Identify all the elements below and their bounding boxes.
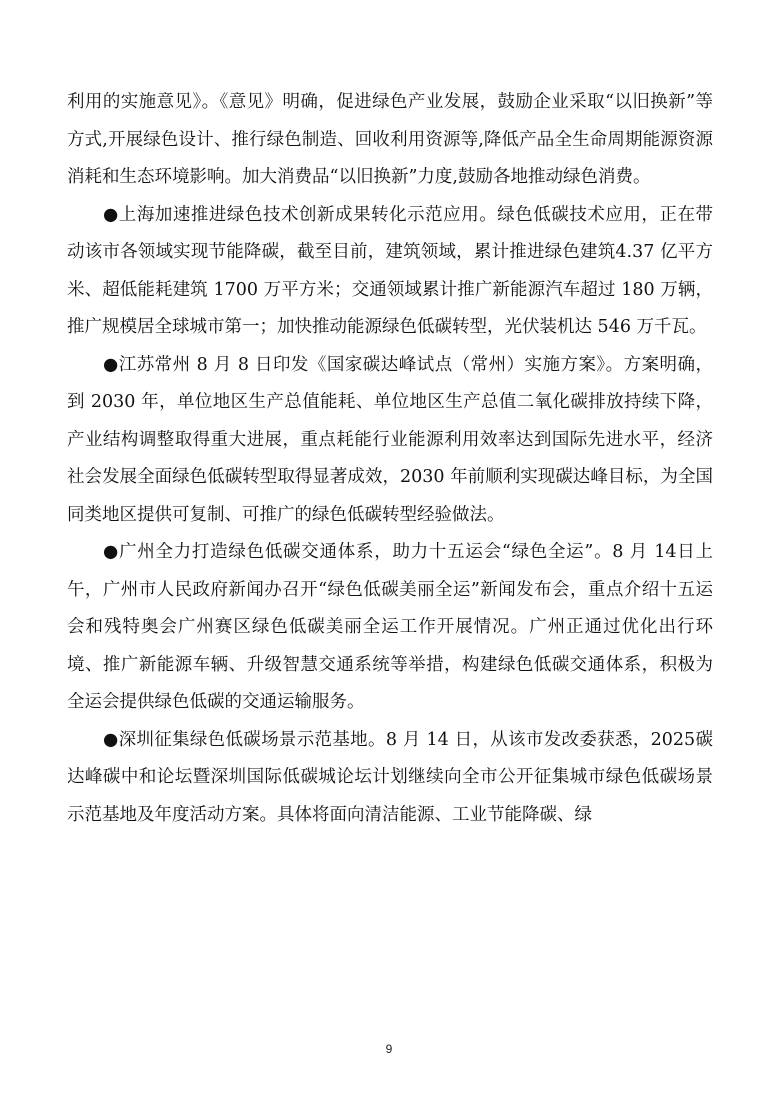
document-body <box>67 84 713 834</box>
paragraph-guangzhou: ●广州全力打造绿色低碳交通体系，助力十五运会“绿色全运”。8 月 14日上午，广州市人民政府新闻办召开“绿色低碳美丽全运”新闻发布会，重点介绍十五运会和残特奥会广州赛区绿色低碳美丽全运工作开展情况。广州正通过优化出行环境、推广新能源车辆、升级智慧交通系统等举措，构建绿色低碳交通体系，积极为全运会提供绿色低碳的交通运输服务。 <box>67 542 713 712</box>
paragraph-changzhou: ●江苏常州 8 月 8 日印发《国家碳达峰试点（常州）实施方案》。方案明确，到 2030 年，单位地区生产总值能耗、单位地区生产总值二氧化碳排放持续下降，产业结构调整取得重大进展，重点耗能行业能源利用效率达到国际先进水平，经济社会发展全面绿色低碳转型取得显著成效，2030 年前顺利实现碳达峰目标，为全国同类地区提供可复制、可推广的绿色低碳转型经验做法。 <box>67 354 713 525</box>
paragraph-shenzhen: ●深圳征集绿色低碳场景示范基地。8 月 14 日，从该市发改委获悉，2025碳达峰碳中和论坛暨深圳国际低碳城论坛计划继续向全市公开征集城市绿色低碳场景示范基地及年度活动方案。具体将面向清洁能源、工业节能降碳、绿 <box>67 729 713 825</box>
page-number: 9 <box>385 1042 393 1056</box>
paragraph-continuation: 利用的实施意见》。《意见》明确，促进绿色产业发展，鼓励企业采取“以旧换新”等方式,开展绿色设计、推行绿色制造、回收利用资源等,降低产品全生命周期能源资源消耗和生态环境影响。加大消费品“以旧换新”力度,鼓励各地推动绿色消费。 <box>67 92 713 187</box>
paragraph-shanghai: ●上海加速推进绿色技术创新成果转化示范应用。绿色低碳技术应用，正在带动该市各领域实现节能降碳，截至目前，建筑领域，累计推进绿色建筑4.37 亿平方米、超低能耗建筑 1700 万平方米；交通领域累计推广新能源汽车超过 180 万辆，推广规模居全球城市第一；加快推动能源绿色低碳转型，光伏装机达 546 万千瓦。 <box>67 204 713 337</box>
